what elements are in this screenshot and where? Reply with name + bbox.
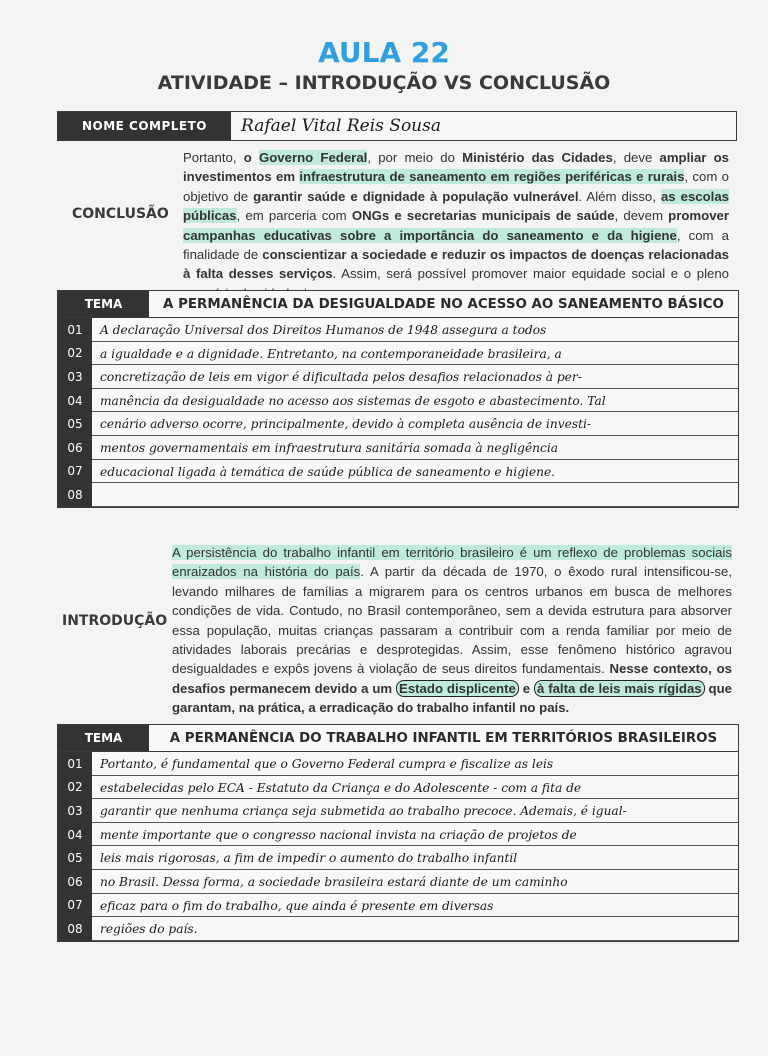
- paragraph-segment: Portanto,: [183, 150, 244, 165]
- paragraph-segment: Governo Federal: [258, 150, 368, 165]
- handwritten-line: no Brasil. Dessa forma, a sociedade brasileira estará diante de um caminho: [92, 870, 738, 894]
- handwritten-lines: [92, 752, 738, 941]
- line-number: 01: [67, 756, 83, 771]
- paragraph-segment: , por meio do: [367, 150, 463, 165]
- line-number: 07: [67, 898, 83, 913]
- paragraph-segment: . Assim, será possível promover maior equidade social e o pleno: [332, 266, 729, 282]
- handwritten-line: estabelecidas pelo ECA - Estatuto da Criança e do Adolescente - com a fita de: [92, 776, 738, 800]
- paragraph-segment: infraestrutura de saneamento em regiões periféricas e rurais: [299, 169, 685, 185]
- line-number: 06: [67, 874, 83, 889]
- paragraph-segment: o: [243, 150, 259, 165]
- handwritten-line: concretização de leis em vigor é dificultada pelos desafios relacionados à per-: [92, 365, 738, 389]
- paragraph-segment: conscientizar a sociedade e reduzir os impactos de doenças relacionadas à falta desses serviços: [183, 247, 729, 282]
- conclusion-paragraph: [183, 148, 729, 303]
- theme-title: A PERMANÊNCIA DA DESIGUALDADE NO ACESSO AO SANEAMENTO BÁSICO: [163, 296, 724, 312]
- line-number: 05: [67, 417, 83, 432]
- introduction-label: INTRODUÇÃO: [62, 613, 168, 629]
- handwritten-line: garantir que nenhuma criança seja submetida ao trabalho precoce. Ademais, é igual-: [92, 799, 738, 823]
- paragraph-segment: ONGs e secretarias municipais de saúde: [351, 208, 615, 224]
- paragraph-segment: as escolas públicas: [183, 188, 729, 224]
- paragraph-segment: , com a finalidade de: [183, 227, 729, 263]
- line-number: 04: [67, 393, 83, 408]
- handwritten-line: cenário adverso ocorre, principalmente, devido à completa ausência de investi-: [92, 412, 738, 436]
- line-number: 03: [67, 803, 83, 818]
- name-field: [57, 111, 737, 141]
- paragraph-segment: A persistência do trabalho infantil em território brasileiro é um reflexo de problemas sociais enraizados na história do país: [172, 545, 732, 580]
- handwritten-lines: [92, 318, 738, 507]
- line-number: 07: [67, 464, 83, 479]
- paragraph-segment: ampliar os investimentos em: [183, 150, 729, 185]
- handwritten-line: A declaração Universal dos Direitos Humanos de 1948 assegura a todos: [92, 318, 738, 342]
- theme-label: TEMA: [58, 291, 149, 317]
- paragraph-segment: à falta de leis mais rígidas: [534, 680, 705, 697]
- paragraph-segment: campanhas educativas sobre a importância do saneamento e da higiene: [183, 227, 677, 243]
- line-number: 08: [67, 921, 83, 936]
- line-number: 01: [67, 322, 83, 337]
- paragraph-segment: que garantam, na prática, a erradicação do trabalho infantil no país.: [172, 680, 732, 716]
- paragraph-segment: e: [518, 680, 534, 696]
- handwritten-line: eficaz para o fim do trabalho, que ainda é presente em diversas: [92, 894, 738, 918]
- paragraph-segment: Estado displicente: [396, 680, 519, 697]
- paragraph-segment: , em parceria com: [236, 208, 352, 224]
- handwritten-line: mentos governamentais em infraestrutura sanitária somada à negligência: [92, 436, 738, 460]
- line-number: 04: [67, 827, 83, 842]
- paragraph-segment: . Além disso,: [578, 188, 661, 204]
- introduction-paragraph: [172, 543, 732, 718]
- paragraph-segment: Nesse contexto, os desafios permanecem devido a um: [172, 661, 732, 696]
- paragraph-segment: , com o objetivo de: [183, 169, 729, 204]
- essay-box-2: [57, 724, 739, 942]
- paragraph-segment: promover: [668, 208, 729, 224]
- handwritten-line: leis mais rigorosas, a fim de impedir o aumento do trabalho infantil: [92, 846, 738, 870]
- line-number: 03: [67, 369, 83, 384]
- line-number: 05: [67, 851, 83, 866]
- line-number: 08: [67, 487, 83, 502]
- line-number: 02: [67, 780, 83, 795]
- lesson-title: AULA 22: [318, 36, 450, 69]
- line-number: 06: [67, 440, 83, 455]
- line-numbers: [58, 318, 92, 507]
- activity-subtitle: ATIVIDADE – INTRODUÇÃO VS CONCLUSÃO: [157, 72, 611, 94]
- line-numbers: [58, 752, 92, 941]
- line-number: 02: [67, 346, 83, 361]
- handwritten-line: regiões do país.: [92, 917, 738, 941]
- paragraph-segment: , devem: [614, 208, 669, 224]
- conclusion-label: CONCLUSÃO: [72, 206, 169, 222]
- handwritten-line: mente importante que o congresso nacional invista na criação de projetos de: [92, 823, 738, 847]
- handwritten-line: manência da desigualdade no acesso aos sistemas de esgoto e abastecimento. Tal: [92, 389, 738, 413]
- theme-title: A PERMANÊNCIA DO TRABALHO INFANTIL EM TERRITÓRIOS BRASILEIROS: [169, 730, 718, 746]
- essay-box-1: [57, 290, 739, 508]
- paragraph-segment: , deve: [612, 150, 660, 165]
- handwritten-line: a igualdade e a dignidade. Entretanto, na contemporaneidade brasileira, a: [92, 342, 738, 366]
- name-field-label: NOME COMPLETO: [58, 112, 231, 140]
- paragraph-segment: Ministério das Cidades: [462, 150, 613, 165]
- theme-label: TEMA: [58, 725, 149, 751]
- handwritten-line: [92, 483, 738, 507]
- paragraph-segment: . A partir da década de 1970, o êxodo rural intensificou-se, levando milhares de famílias a migrarem para os centros urbanos em busca de melhores condições de vida. Contudo, no Brasil contemporâneo, sem a devida estrutura para absorver essa população, muitas crianças passaram a contribuir com a renda familiar por meio de atividades laborais precárias e desprotegidas. Assim, esse fenômeno histórico agravou desigualdades e expôs jovens à violação de seus direitos fundamentais.: [172, 564, 732, 677]
- name-field-value: Rafael Vital Reis Sousa: [241, 116, 441, 136]
- handwritten-line: Portanto, é fundamental que o Governo Federal cumpra e fiscalize as leis: [92, 752, 738, 776]
- handwritten-line: educacional ligada à temática de saúde pública de saneamento e higiene.: [92, 460, 738, 484]
- paragraph-segment: garantir saúde e dignidade à população vulnerável: [253, 188, 579, 204]
